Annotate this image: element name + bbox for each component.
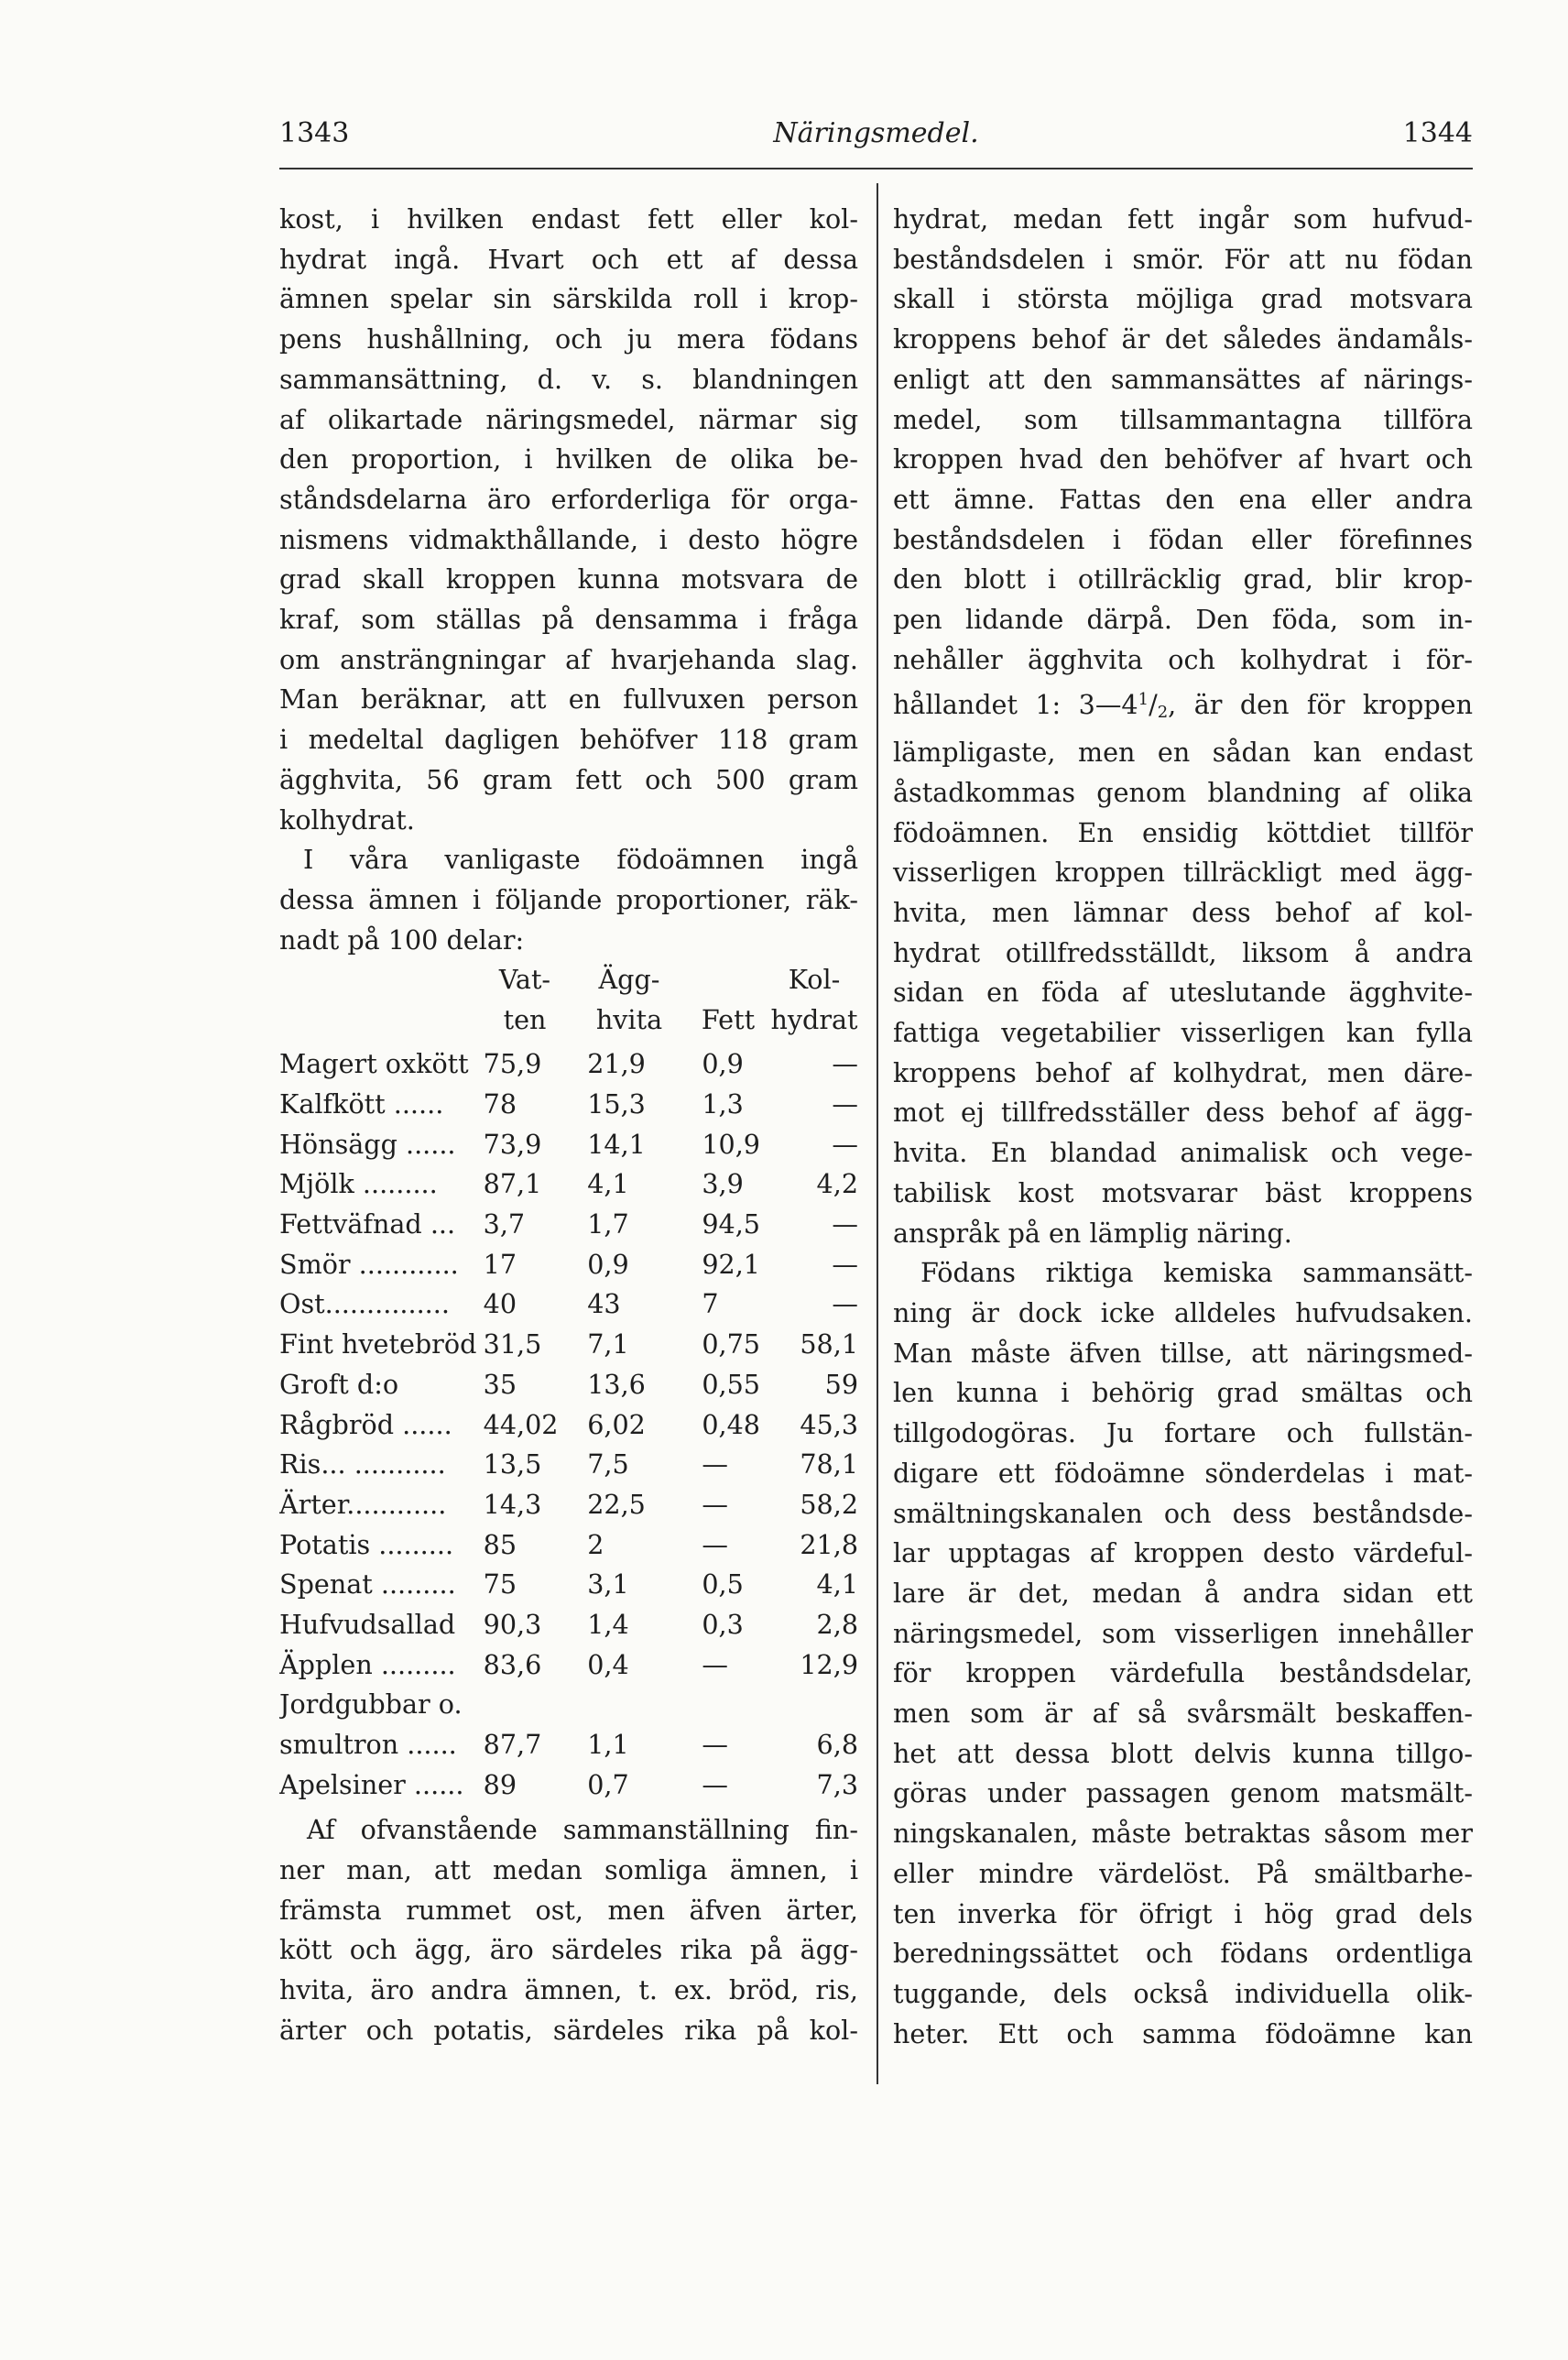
text-line: kroppens behof af kolhydrat, men däre- bbox=[893, 1056, 1473, 1088]
table-row bbox=[279, 1565, 858, 1605]
protein-cell: 1,4 bbox=[587, 1608, 629, 1640]
text-line: tillgodogöras. Ju fortare och fullstän- bbox=[893, 1417, 1473, 1449]
fat-cell: 3,9 bbox=[702, 1168, 744, 1200]
table-row bbox=[279, 1284, 858, 1325]
text-line: hydrat otillfredsställdt, liksom å andra bbox=[893, 936, 1473, 968]
text-line: beredningssättet och födans ordentliga bbox=[893, 1938, 1473, 1970]
protein-cell: 22,5 bbox=[587, 1488, 646, 1520]
text-line: medel, som tillsammantagna tillföra bbox=[893, 403, 1473, 435]
water-cell: 40 bbox=[483, 1288, 517, 1320]
fat-cell: — bbox=[702, 1648, 728, 1680]
table-row bbox=[279, 1445, 858, 1485]
fat-cell: 1,3 bbox=[702, 1088, 744, 1120]
carb-cell: 58,2 bbox=[800, 1488, 859, 1520]
fat-cell: — bbox=[702, 1488, 728, 1520]
food-cell: Ärter............ bbox=[279, 1488, 447, 1520]
fat-cell: 0,55 bbox=[702, 1368, 760, 1400]
food-cell: Kalfkött ...... bbox=[279, 1088, 444, 1120]
text-line: Man måste äfven tillse, att näringsmed- bbox=[893, 1337, 1473, 1369]
water-cell: 87,1 bbox=[483, 1168, 542, 1200]
text-line: om ansträngningar af hvarjehanda slag. bbox=[279, 643, 858, 675]
table-row bbox=[279, 1085, 858, 1125]
col-header-protein-2: hvita bbox=[595, 1004, 663, 1036]
text-line: nismens vidmakthållande, i desto högre bbox=[279, 523, 858, 555]
col-header-carb-2: hydrat bbox=[770, 1004, 858, 1036]
text-line: tabilisk kost motsvarar bäst kroppens bbox=[893, 1176, 1473, 1208]
food-cell: Magert oxkött bbox=[279, 1048, 469, 1080]
water-cell: 78 bbox=[483, 1088, 517, 1120]
left-paragraph-2 bbox=[279, 840, 858, 960]
text-line: men som är af så svårsmält beskaffen- bbox=[893, 1698, 1473, 1730]
table-row bbox=[279, 1605, 858, 1645]
table-row bbox=[279, 1044, 858, 1085]
water-cell: 13,5 bbox=[483, 1448, 542, 1480]
text-line: kolhydrat. bbox=[279, 803, 415, 836]
fat-cell: 7 bbox=[702, 1288, 719, 1320]
text-line: I våra vanligaste födoämnen ingå bbox=[303, 844, 858, 876]
food-cell: Smör ............ bbox=[279, 1248, 459, 1280]
text-line: het att dessa blott delvis kunna tillgo- bbox=[893, 1737, 1473, 1769]
table-row bbox=[279, 1245, 858, 1285]
text-line: lar upptagas af kroppen desto värdeful- bbox=[893, 1537, 1473, 1569]
text-line: hvita. En blandad animalisk och vege- bbox=[893, 1137, 1473, 1169]
text-line: nehåller ägghvita och kolhydrat i för- bbox=[893, 643, 1473, 675]
protein-cell: 15,3 bbox=[587, 1088, 646, 1120]
text-line: hydrat ingå. Hvart och ett af dessa bbox=[279, 243, 858, 275]
table-row bbox=[279, 1765, 858, 1806]
text-line: ståndsdelarna äro erforderliga för orga- bbox=[279, 483, 858, 515]
water-cell: 75 bbox=[483, 1568, 517, 1601]
text-line: heter. Ett och samma födoämne kan bbox=[893, 2017, 1473, 2049]
col-header-water-2: ten bbox=[503, 1004, 547, 1036]
text-line: lämpligaste, men en sådan kan endast bbox=[893, 737, 1473, 769]
table-row bbox=[279, 1645, 858, 1686]
right-column bbox=[893, 200, 1473, 2054]
water-cell: 75,9 bbox=[483, 1048, 542, 1080]
text-line: ägghvita, 56 gram fett och 500 gram bbox=[279, 763, 858, 795]
carb-cell: 4,2 bbox=[816, 1168, 859, 1200]
carb-cell: 21,8 bbox=[800, 1528, 859, 1560]
text-line: ett ämne. Fattas den ena eller andra bbox=[893, 483, 1473, 515]
text-line: den proportion, i hvilken de olika be- bbox=[279, 443, 858, 475]
text-line: beståndsdelen i smör. För att nu födan bbox=[893, 243, 1473, 275]
carb-cell: 6,8 bbox=[816, 1729, 859, 1761]
text-line: hvita, äro andra ämnen, t. ex. bröd, ris, bbox=[279, 1974, 858, 2006]
text-line: skall i största möjliga grad motsvara bbox=[893, 283, 1473, 315]
fat-cell: 10,9 bbox=[702, 1128, 760, 1160]
text-line: mot ej tillfredsställer dess behof af ägg- bbox=[893, 1097, 1473, 1129]
carb-cell: 7,3 bbox=[816, 1768, 859, 1800]
ratio-text-before: hållandet 1: 3—4 bbox=[893, 689, 1138, 721]
carb-cell: 2,8 bbox=[816, 1608, 859, 1640]
carb-cell: 58,1 bbox=[800, 1328, 859, 1360]
food-cell: Mjölk ......... bbox=[279, 1168, 438, 1200]
text-line: sammansättning, d. v. s. blandningen bbox=[279, 363, 858, 395]
carb-cell: — bbox=[832, 1208, 859, 1240]
table-row bbox=[279, 1125, 858, 1165]
text-line: den blott i otillräcklig grad, blir krop- bbox=[893, 563, 1473, 595]
carb-cell: — bbox=[832, 1248, 859, 1280]
text-line: beståndsdelen i födan eller förefinnes bbox=[893, 523, 1473, 555]
water-cell: 85 bbox=[483, 1528, 517, 1560]
text-line: ningskanalen, måste betraktas såsom mer bbox=[893, 1818, 1473, 1850]
text-line: ärter och potatis, särdeles rika på kol- bbox=[279, 2014, 858, 2046]
text-line: fattiga vegetabilier visserligen kan fylla bbox=[893, 1017, 1473, 1049]
water-cell: 44,02 bbox=[483, 1408, 559, 1440]
carb-cell: 45,3 bbox=[800, 1408, 859, 1440]
protein-cell: 13,6 bbox=[587, 1368, 646, 1400]
protein-cell: 7,1 bbox=[587, 1328, 629, 1360]
text-line: kött och ägg, äro särdeles rika på ägg- bbox=[279, 1934, 858, 1966]
protein-cell bbox=[578, 1685, 691, 1725]
table-row bbox=[279, 1525, 858, 1566]
protein-cell: 21,9 bbox=[587, 1048, 646, 1080]
water-cell: 31,5 bbox=[483, 1328, 542, 1360]
carb-cell: — bbox=[832, 1088, 859, 1120]
col-header-carb-1: Kol- bbox=[788, 964, 841, 996]
water-cell: 35 bbox=[483, 1368, 517, 1400]
protein-cell: 3,1 bbox=[587, 1568, 629, 1601]
carb-cell: — bbox=[832, 1288, 859, 1320]
text-line: enligt att den sammansättes af närings- bbox=[893, 363, 1473, 395]
text-line: len kunna i behörig grad smältas och bbox=[893, 1377, 1473, 1409]
food-cell: Ost............... bbox=[279, 1288, 450, 1320]
text-line: kroppen hvad den behöfver af hvart och bbox=[893, 443, 1473, 475]
left-paragraph-1 bbox=[279, 200, 858, 840]
text-line: sidan en föda af uteslutande ägghvite- bbox=[893, 977, 1473, 1009]
carb-cell: 4,1 bbox=[816, 1568, 859, 1601]
water-cell: 3,7 bbox=[483, 1208, 526, 1240]
protein-cell: 6,02 bbox=[587, 1408, 646, 1440]
water-cell: 90,3 bbox=[483, 1608, 542, 1640]
fat-cell: 92,1 bbox=[702, 1248, 760, 1280]
protein-cell: 0,9 bbox=[587, 1248, 629, 1280]
protein-cell: 0,4 bbox=[587, 1648, 629, 1680]
water-cell: 83,6 bbox=[483, 1648, 542, 1680]
text-line: födoämnen. En ensidig köttdiet tillför bbox=[893, 816, 1473, 848]
water-cell: 87,7 bbox=[483, 1729, 542, 1761]
water-cell: 14,3 bbox=[483, 1488, 542, 1520]
right-ratio-line-wrap bbox=[893, 680, 1473, 733]
text-line: visserligen kroppen tillräckligt med ägg- bbox=[893, 857, 1473, 889]
protein-cell: 1,7 bbox=[587, 1208, 629, 1240]
food-cell: Fint hvetebröd bbox=[279, 1328, 477, 1360]
text-line: åstadkommas genom blandning af olika bbox=[893, 776, 1473, 808]
fat-cell: 0,5 bbox=[702, 1568, 744, 1601]
carb-cell: — bbox=[832, 1128, 859, 1160]
text-line: nadt på 100 delar: bbox=[279, 923, 525, 956]
ratio-slash: / bbox=[1149, 689, 1158, 721]
water-cell bbox=[480, 1685, 579, 1725]
fat-cell bbox=[691, 1685, 789, 1725]
fat-cell: — bbox=[702, 1528, 728, 1560]
text-line: tuggande, dels också individuella olik- bbox=[893, 1977, 1473, 2009]
protein-cell: 43 bbox=[587, 1288, 621, 1320]
text-line: för kroppen värdefulla beståndsdelar, bbox=[893, 1657, 1473, 1689]
fat-cell: — bbox=[702, 1448, 728, 1480]
protein-cell: 0,7 bbox=[587, 1768, 629, 1800]
page-header bbox=[279, 117, 1473, 163]
text-line: i medeltal dagligen behöfver 118 gram bbox=[279, 724, 858, 756]
ratio-sub: 2 bbox=[1157, 703, 1169, 723]
food-cell: smultron ...... bbox=[279, 1729, 457, 1761]
text-line: Man beräknar, att en fullvuxen person bbox=[279, 683, 858, 716]
table-row bbox=[279, 1405, 858, 1446]
left-column bbox=[279, 200, 858, 2051]
fat-cell: 0,48 bbox=[702, 1408, 760, 1440]
table-row bbox=[279, 1685, 858, 1725]
text-line: Af ofvanstående sammanställning fin- bbox=[307, 1814, 858, 1846]
right-paragraph-1b bbox=[893, 733, 1473, 1253]
text-line: ning är dock icke alldeles hufvudsaken. bbox=[893, 1296, 1473, 1328]
food-cell: Spenat ......... bbox=[279, 1568, 456, 1601]
text-line: kost, i hvilken endast fett eller kol- bbox=[279, 203, 858, 235]
ratio-text-after: , är den för kroppen bbox=[1168, 689, 1473, 721]
carb-cell bbox=[789, 1685, 858, 1725]
text-line: digare ett födoämne sönderdelas i mat- bbox=[893, 1457, 1473, 1489]
text-line: smältningskanalen och dess beståndsde- bbox=[893, 1497, 1473, 1529]
text-line: af olikartade näringsmedel, närmar sig bbox=[279, 403, 858, 435]
food-cell: Ris... ........... bbox=[279, 1448, 446, 1480]
table-row bbox=[279, 1365, 858, 1405]
right-paragraph-2 bbox=[893, 1253, 1473, 2054]
food-cell: Hufvudsallad bbox=[279, 1608, 456, 1640]
table-row bbox=[279, 1485, 858, 1525]
protein-cell: 14,1 bbox=[587, 1128, 646, 1160]
text-line: grad skall kroppen kunna motsvara de bbox=[279, 563, 858, 595]
fat-cell: 0,9 bbox=[702, 1048, 744, 1080]
ratio-sup: 1 bbox=[1138, 690, 1149, 710]
column-divider bbox=[877, 183, 878, 2084]
fat-cell: 94,5 bbox=[702, 1208, 760, 1240]
page-number-left: 1343 bbox=[279, 117, 350, 149]
table-row bbox=[279, 1205, 858, 1245]
protein-cell: 4,1 bbox=[587, 1168, 629, 1200]
food-cell: Apelsiner ...... bbox=[279, 1768, 464, 1800]
carb-cell: 78,1 bbox=[800, 1448, 859, 1480]
text-line: främsta rummet ost, men äfven ärter, bbox=[279, 1894, 858, 1926]
col-header-water-1: Vat- bbox=[498, 964, 551, 996]
protein-cell: 7,5 bbox=[587, 1448, 629, 1480]
text-line: ten inverka för öfrigt i hög grad dels bbox=[893, 1897, 1473, 1929]
fat-cell: — bbox=[702, 1729, 728, 1761]
text-line: kroppens behof är det således ändamåls- bbox=[893, 323, 1473, 355]
ratio-line bbox=[893, 680, 1473, 733]
text-line: lare är det, medan å andra sidan ett bbox=[893, 1577, 1473, 1609]
text-line: eller mindre värdelöst. På smältbarhe- bbox=[893, 1857, 1473, 1889]
nutrient-table bbox=[279, 960, 858, 1810]
fat-cell: — bbox=[702, 1768, 728, 1800]
water-cell: 89 bbox=[483, 1768, 517, 1800]
text-line: hydrat, medan fett ingår som hufvud- bbox=[893, 203, 1473, 235]
water-cell: 73,9 bbox=[483, 1128, 542, 1160]
food-cell: Rågbröd ...... bbox=[279, 1408, 452, 1440]
table-row bbox=[279, 1325, 858, 1365]
carb-cell: — bbox=[832, 1048, 859, 1080]
right-paragraph-1a bbox=[893, 200, 1473, 680]
text-line: kraf, som ställas på densamma i fråga bbox=[279, 604, 858, 636]
food-cell: Hönsägg ...... bbox=[279, 1128, 456, 1160]
table-row bbox=[279, 1725, 858, 1765]
table-body bbox=[279, 1044, 858, 1805]
text-line: göras under passagen genom matsmält- bbox=[893, 1777, 1473, 1809]
running-title: Näringsmedel. bbox=[773, 117, 979, 149]
food-cell: Potatis ......... bbox=[279, 1528, 454, 1560]
text-line: pens hushållning, och ju mera födans bbox=[279, 323, 858, 355]
col-header-protein-1: Ägg- bbox=[598, 964, 660, 996]
protein-cell: 1,1 bbox=[587, 1729, 629, 1761]
text-line: pen lidande därpå. Den föda, som in- bbox=[893, 604, 1473, 636]
carb-cell: 12,9 bbox=[800, 1648, 859, 1680]
protein-cell: 2 bbox=[587, 1528, 604, 1560]
col-header-fat: Fett bbox=[701, 1004, 756, 1036]
food-cell: Fettväfnad ... bbox=[279, 1208, 456, 1240]
fat-cell: 0,75 bbox=[702, 1328, 760, 1360]
text-line: dessa ämnen i följande proportioner, räk- bbox=[279, 883, 858, 915]
text-line: ner man, att medan somliga ämnen, i bbox=[279, 1854, 858, 1886]
water-cell: 17 bbox=[483, 1248, 517, 1280]
carb-cell: 59 bbox=[824, 1368, 859, 1400]
text-line: ämnen spelar sin särskilda roll i krop- bbox=[279, 283, 858, 315]
header-rule bbox=[279, 168, 1473, 169]
table-header bbox=[279, 960, 858, 1044]
text-line: anspråk på en lämplig näring. bbox=[893, 1217, 1292, 1249]
food-cell: Groft d:o bbox=[279, 1368, 399, 1400]
food-cell: Äpplen ......... bbox=[279, 1648, 456, 1680]
table-row bbox=[279, 1164, 858, 1205]
text-line: näringsmedel, som visserligen innehåller bbox=[893, 1617, 1473, 1649]
page-number-right: 1344 bbox=[1402, 117, 1473, 149]
text-line: Födans riktiga kemiska sammansätt- bbox=[920, 1257, 1473, 1289]
fat-cell: 0,3 bbox=[702, 1608, 744, 1640]
food-cell: Jordgubbar o. bbox=[279, 1688, 463, 1721]
left-paragraph-3 bbox=[279, 1810, 858, 2050]
text-line: hvita, men lämnar dess behof af kol- bbox=[893, 896, 1473, 928]
